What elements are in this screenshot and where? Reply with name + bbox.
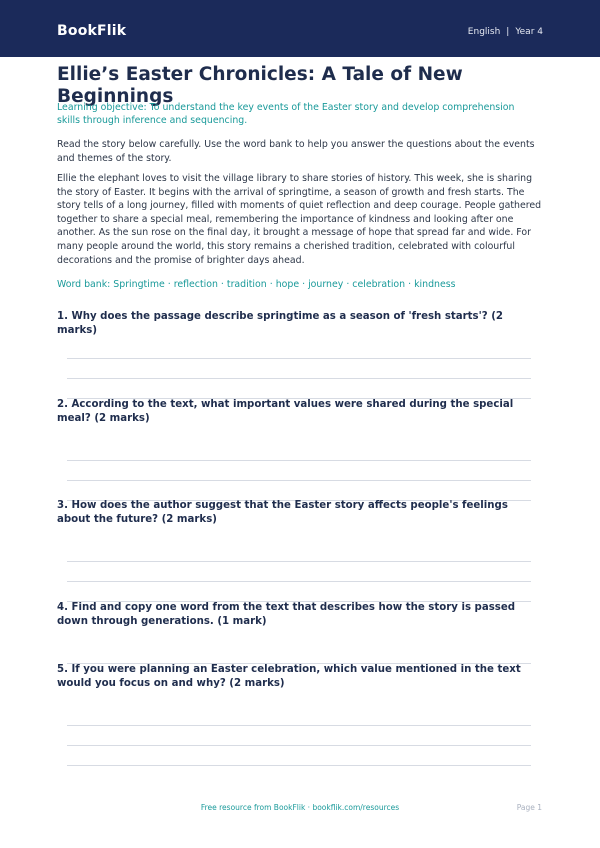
answer-line[interactable]	[67, 581, 531, 582]
page-footer	[0, 803, 600, 815]
story-passage: Ellie the elephant loves to visit the village library to share stories of history. This week, she is sharing the story of Easter. It begins with the arrival of springtime, a season of growth and fresh starts. The story tells of a long journey, filled with moments of quiet reflection and deep courage. People gathered together to share a special meal, remembering the importance of kindness and looking after one another. As the sun rose on the final day, it brought a message of hope that spread far and wide. For many people around the world, this story remains a cherished tradition, celebrated with colourful decorations and the promise of brighter days ahead.	[57, 173, 542, 266]
answer-line[interactable]	[67, 561, 531, 562]
word-bank-word: tradition	[226, 279, 267, 290]
word-separator: ·	[269, 279, 273, 290]
word-separator: ·	[408, 279, 412, 290]
question-5: 5. If you were planning an Easter celebration, which value mentioned in the text would you focus on and why? (2 marks)	[57, 664, 521, 689]
word-bank-word: journey	[308, 279, 344, 290]
page-number: Page 1	[516, 803, 542, 812]
word-separator: ·	[220, 279, 224, 290]
word-separator: ·	[346, 279, 350, 290]
learning-objective: Learning objective: To understand the key events of the Easter story and develop comprehension skills through inference and sequencing.	[57, 102, 515, 126]
word-separator: ·	[167, 279, 171, 290]
answer-line[interactable]	[67, 480, 531, 481]
answer-line[interactable]	[67, 378, 531, 379]
instructions-text: Read the story below carefully. Use the word bank to help you answer the questions about the events and themes of the story.	[57, 139, 535, 164]
subject-label: English	[467, 27, 501, 37]
question-4: 4. Find and copy one word from the text that describes how the story is passed down through generations. (1 mark)	[57, 602, 516, 627]
word-bank-word: reflection	[173, 279, 218, 290]
year-label: Year 4	[515, 27, 543, 37]
answer-line[interactable]	[67, 765, 531, 766]
question-3: 3. How does the author suggest that the Easter story affects people's feelings about the future? (2 marks)	[57, 500, 508, 525]
word-bank-word: kindness	[414, 279, 456, 290]
word-separator: ·	[302, 279, 306, 290]
site-header	[0, 0, 600, 57]
footer-resource-link[interactable]: Free resource from BookFlik · bookflik.com/resources	[200, 803, 400, 812]
answer-line[interactable]	[67, 358, 531, 359]
word-bank-word: Springtime	[113, 279, 165, 290]
word-bank-word: hope	[275, 279, 300, 290]
word-bank-label: Word bank:	[57, 279, 111, 290]
question-2: 2. According to the text, what important values were shared during the special meal? (2 marks)	[57, 399, 514, 424]
word-bank	[57, 279, 547, 290]
answer-line[interactable]	[67, 725, 531, 726]
answer-line[interactable]	[67, 460, 531, 461]
subject-year-label	[468, 27, 543, 37]
meta-separator: |	[506, 27, 510, 37]
brand-logo-text[interactable]: BookFlik	[57, 23, 127, 39]
page-title: Ellie’s Easter Chronicles: A Tale of New Beginnings	[57, 64, 463, 108]
word-bank-word: celebration	[352, 279, 406, 290]
question-1: 1. Why does the passage describe springtime as a season of 'fresh starts'? (2 marks)	[57, 311, 503, 336]
answer-line[interactable]	[67, 745, 531, 746]
